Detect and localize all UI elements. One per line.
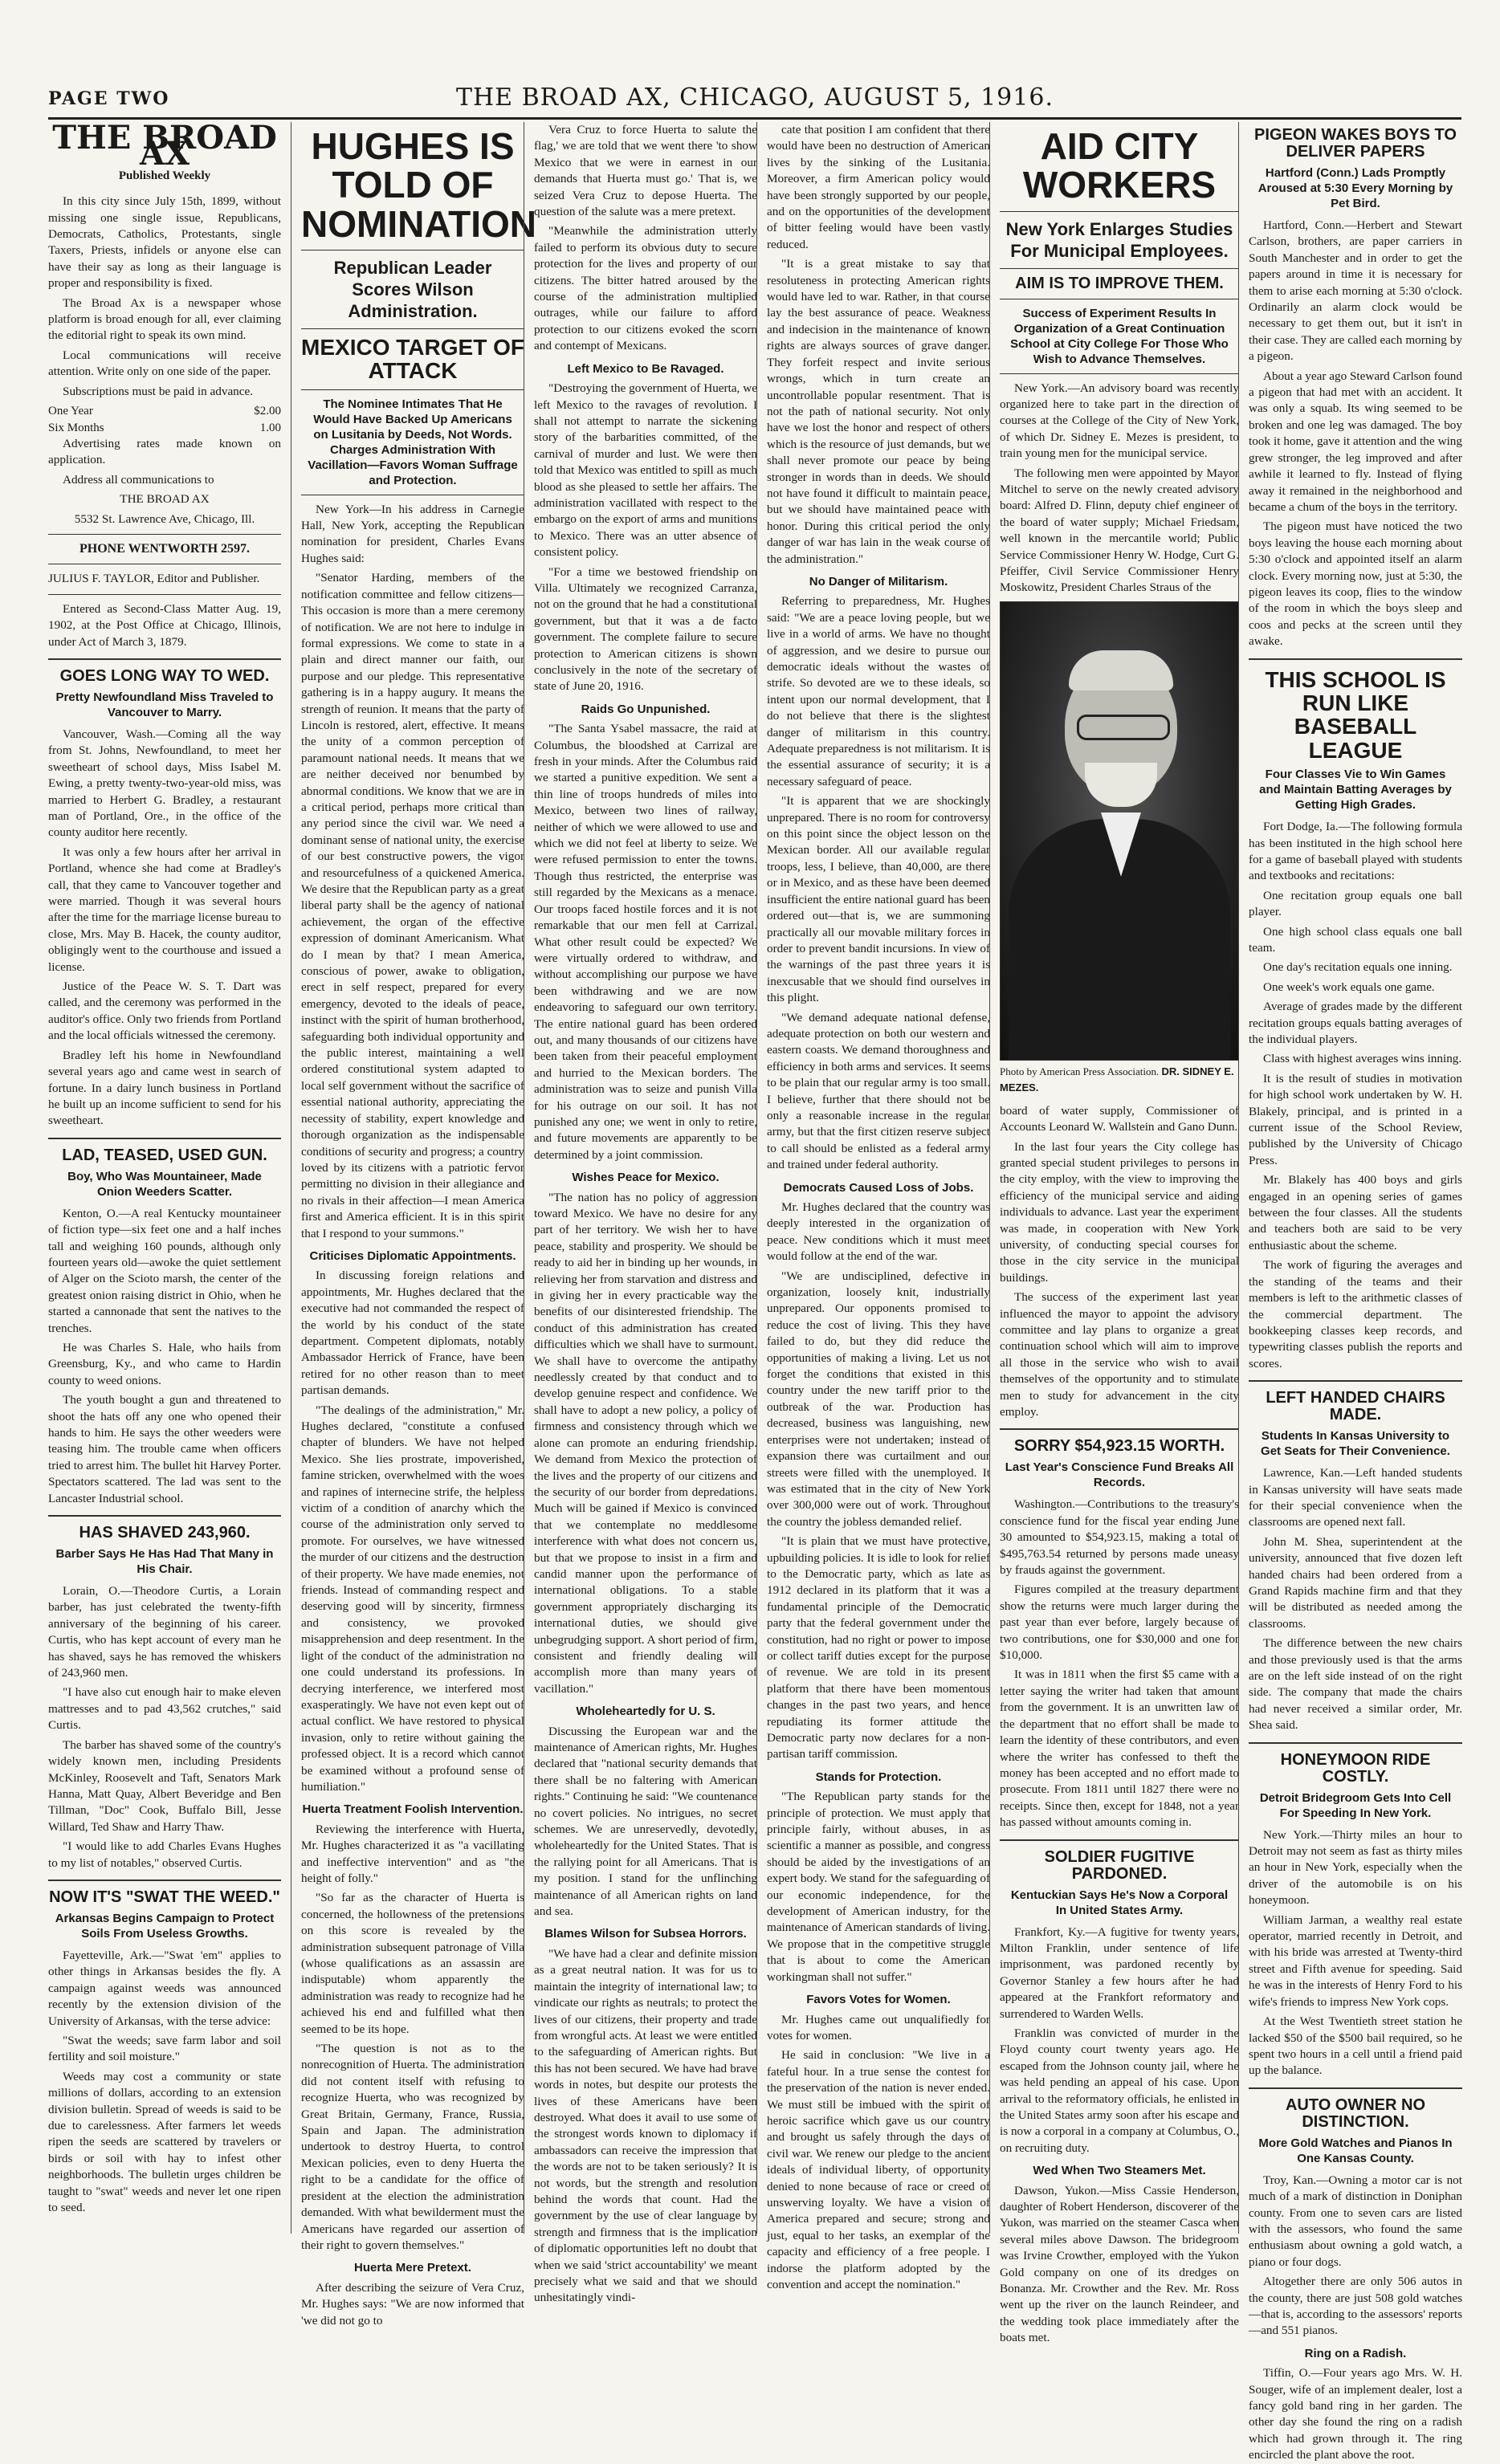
paragraph: Tiffin, O.—Four years ago Mrs. W. H. Souger, wife of an implement dealer, lost a fancy gold band ring in her garden. The other day she found the ring on a radish which had grown through it. The ring encircled the plant above the root. <box>1249 2366 1462 2462</box>
paragraph: Discussing the European war and the maintenance of American rights, Mr. Hughes declared that "national security demands that there shall be no faltering with American rights." Continuing he said: "We countenance no covert policies. No intrigues, no secret schemes. We are unreservedly, devotedly, wholeheartedly for the United States. That is the rallying point for all Americans. That is my position. I stand for the unflinching maintenance of all American rights on land and sea. <box>534 1724 757 1919</box>
section-subhead: Stands for Protection. <box>815 1770 942 1784</box>
paragraph: "It is a great mistake to say that resoluteness in protecting American rights would have led to war. Rather, in that course lay the best assurance of peace. Weakness and indecision in the maintenance of known rights are always sources of grave danger. They forfeit respect and invite serious wrongs, which in turn create an uncontrollable popular resentment. That is not the path of national security. Not only have we lost the honor and respect of others which is the resource of just demands, but we shall never promote our peace by being stronger in words than in deeds. We should not have found it difficult to maintain peace, but we should have maintained peace with honor. During this critical period the only danger of war has lain in the weak course of the administration." <box>767 257 990 566</box>
paragraph: New York—In his address in Carnegie Hall, New York, accepting the Republican nomination for president, Charles Evans Hughes said: <box>301 502 524 565</box>
deck: More Gold Watches and Pianos In One Kansas County. <box>1258 2136 1453 2165</box>
deck: Boy, Who Was Mountaineer, Made Onion Weeders Scatter. <box>67 1169 262 1199</box>
deck: Arkansas Begins Campaign to Protect Soils From Useless Growths. <box>55 1911 275 1941</box>
headline: SORRY $54,923.15 WORTH. <box>1013 1437 1225 1456</box>
paragraph: Mr. Blakely has 400 boys and girls engaged in an opening series of games between the four classes. All the students and teachers both are said to be very enthusiastic about the scheme. <box>1249 1173 1462 1252</box>
column-5 <box>989 122 1239 2345</box>
rate-label: Six Months <box>48 421 104 434</box>
portrait-photo <box>1000 601 1239 1061</box>
paragraph: "The question is not as to the nonrecognition of Huerta. The administration did not content itself with refusing to recognize Huerta, who was recognized by Great Britain, Germany, France, Russia, Spain and Japan. The administration undertook to destroy Huerta, to control Mexican policies, even to deny Huerta the right to be a candidate for the office of president at the election the administration demanded. With what bewilderment must the Americans have regarded our assertion of their right to govern themselves." <box>301 2042 524 2252</box>
deck: Last Year's Conscience Fund Breaks All Records. <box>1005 1460 1234 1490</box>
section-subhead: Blames Wilson for Subsea Horrors. <box>544 1927 747 1941</box>
section-subhead: Raids Go Unpunished. <box>581 702 711 716</box>
paragraph: The difference between the new chairs and those previously used is that the arms are on the left side instead of on the right side. The company that made the chairs had never received a similar order, Mr. Shea said. <box>1249 1636 1462 1733</box>
column-1 <box>48 119 281 2234</box>
deck: Barber Says He Has Had That Many in His Chair. <box>55 1547 274 1577</box>
paragraph: Advertising rates made known on application. <box>48 436 281 467</box>
rate-row <box>48 403 281 419</box>
section-subhead: Democrats Caused Loss of Jobs. <box>783 1180 974 1195</box>
headline: PIGEON WAKES BOYS TO DELIVER PAPERS <box>1254 126 1457 161</box>
page-number: PAGE TWO <box>48 88 170 109</box>
paragraph: Mr. Hughes came out unqualifiedly for votes for women. <box>767 2012 990 2042</box>
paragraph: Kenton, O.—A real Kentucky mountaineer of fiction type—six feet one and a half inches tall and weighing 160 pounds, although only fourteen years old—awoke the quiet settlement of Alger on the Scioto marsh, the center of the greatest onion raising district in Ohio, when he started a cannonade that sent the natives to the trenches. <box>48 1206 281 1335</box>
paragraph: "It is plain that we must have protective, upbuilding policies. It is idle to look for relief to the Democratic party, which as late as 1912 declared in its platform that it was a fundamental principle of the Democratic party that the federal government under the constitution, had no right or power to impose or collect tariff duties except for the purpose of revenue. We are told in its present platform that there have been momentous changes in the past two years, and hence repudiating its former attitude the Democratic party now declares for a non-partisan tariff commission. <box>767 1534 990 1761</box>
deck: Hartford (Conn.) Lads Promptly Aroused at 5:30 Every Morning by Pet Bird. <box>1257 166 1453 210</box>
paragraph: Local communications will receive attention. Write only on one side of the paper. <box>48 348 281 379</box>
rate-label: One Year <box>48 405 93 418</box>
phone-number: PHONE WENTWORTH 2597. <box>79 541 251 556</box>
photo-hair <box>1069 650 1173 690</box>
paragraph: "Senator Harding, members of the notification committee and fellow citizens—This occasion is more than a mere ceremony of notification. We are not here to indulge in formal expressions. We come to state in a plain and direct manner our faith, our purpose and our pledge. This representative gathering is in a happy augury. It means the strength of reunion. It means that the party of Lincoln is restored, alert, effective. It means the unity of a common perception of paramount national needs. It means that we are neither deceived nor benumbed by abnormal conditions. We know that we are in a critical period, perhaps more critical than any period since the civil war. We need a dominant sense of national unity, the exercise of our best constructive powers, the vigor and resourcefulness of a quickened America. We desire that the Republican party as a great liberal party shall be the agency of national achievement, the organ of the effective expression of dominant Americanism. What do I mean by that? I mean America, conscious of power, awake to obligation, erect in self respect, prepared for every emergency, devoted to the ideals of peace, instinct with the spirit of human brotherhood, safeguarding both individual opportunity and the public interest, maintaining a well ordered constitutional system adapted to local self government without the sacrifice of essential national authority, appreciating the necessity of stability, expert knowledge and thorough organization as the indispensable conditions of security and progress; a country loved by its citizens with a patriotic fervor permitting no division in their allegiance and no rivals in their affection—I mean America first and America efficient. It is in this spirit that I respond to your summons." <box>301 571 524 1240</box>
column-3 <box>524 122 757 2305</box>
divider <box>1000 373 1239 374</box>
paragraph: William Jarman, a wealthy real estate operator, married recently in Detroit, and with his bride was arrested at Twenty-third street and Fifth avenue for speeding. Said he was in the interests of Henry Ford to his wife's friends to impress New York cops. <box>1249 1912 1462 2009</box>
paragraph: New York.—An advisory board was recently organized here to take part in the direction of courses at the College of the City of New York, of which Dr. Sidney E. Mezes is president, to train young men for the municipal service. <box>1000 381 1239 461</box>
paragraph: Lawrence, Kan.—Left handed students in Kansas university will have seats made for their special convenience when the classrooms are opened next fall. <box>1249 1466 1462 1529</box>
paragraph: Vera Cruz to force Huerta to salute the flag,' we are told that we went there 'to show Mexico that we were in earnest in our demands that Huerta must go.' That is, we seized Vera Cruz to depose Huerta. The question of the salute was a mere pretext. <box>534 123 757 219</box>
paragraph: The barber has shaved some of the country's widely known men, including Presidents McKinley, Roosevelt and Taft, Senators Mark Hanna, Matt Quay, Albert Beveridge and Ben Tillman, "Doc" Cook, Buffalo Bill, Jesse Willard, Ted Shaw and Harry Thaw. <box>48 1737 281 1834</box>
paragraph: Weeds may cost a community or state millions of dollars, according to an extension division bulletin. Spread of weeds is said to be due to carelessness. After farmers let weeds ripen the seeds are scattered by travelers or birds or soil with hay to infest other neighborhoods. The bulletin urges children be taught to "swat" weeds and never let one ripen to seed. <box>48 2069 281 2215</box>
paragraph: "I have also cut enough hair to make eleven mattresses and to pad 43,562 crutches," said Curtis. <box>48 1685 281 1733</box>
headline: SOLDIER FUGITIVE PARDONED. <box>1044 1847 1195 1883</box>
divider <box>48 1515 281 1517</box>
paragraph: Vancouver, Wash.—Coming all the way from St. Johns, Newfoundland, to meet her sweetheart of school days, Miss Isabel M. Ewing, a pretty twenty-two-year-old miss, was married to Herbert G. Bradley, a restaurant man of Portland, Ore., in the office of the county auditor here recently. <box>48 727 281 840</box>
divider <box>48 594 281 595</box>
headline: HONEYMOON RIDE COSTLY. <box>1280 1750 1431 1786</box>
section-subhead: Wed When Two Steamers Met. <box>1033 2164 1206 2178</box>
paragraph: board of water supply, Commissioner of Accounts Leonard W. Wallstein and Gano Dunn. <box>1000 1103 1239 1134</box>
paragraph: Reviewing the interference with Huerta, Mr. Hughes characterized it as "a vacillating and ineffective intervention" and as "the height of folly." <box>301 1822 524 1885</box>
paragraph: The pigeon must have noticed the two boys leaving the house each morning about 5:30 o'clock and appointed itself an alarm clock. Every morning now, just at 5:30, the pigeon leaves its coop, flies to the window of the room in which the boys sleep and coos and pecks at the screen until they awake. <box>1249 519 1462 649</box>
subheadline: MEXICO TARGET OF ATTACK <box>301 334 524 384</box>
paragraph: He was Charles S. Hale, who hails from Greensburg, Ky., and who came to Hardin county to weed onions. <box>48 1340 281 1387</box>
column-4 <box>756 122 990 2291</box>
paragraph: One day's recitation equals one inning. <box>1263 960 1453 975</box>
paragraph: "So far as the character of Huerta is concerned, the hollowness of the pretensions on this score is revealed by the administration subsequent patronage of Villa (whose qualifications as an assassin are indisputable) whom apparently the administration was ready to recognize had he achieved his end and fulfilled what then seemed to be its hope. <box>301 1891 524 2036</box>
paragraph: In this city since July 15th, 1899, without missing one single issue, Republicans, Democrats, Catholics, Protestants, single Taxers, Priests, infidels or anyone else can have their say as long as their language is proper and responsibility is fixed. <box>48 194 281 291</box>
paragraph: He said in conclusion: "We live in a fateful hour. In a true sense the contest for the preservation of the nation is never ended. We must still be imbued with the spirit of heroic sacrifice which gave us our country and brought us safely through the days of civil war. We renew our pledge to the ancient ideals of individual liberty, of opportunity denied to none because of race or creed of unswerving loyalty. We have a vision of America prepared and secure; strong and just, equal to her tasks, an exemplar of the capacity and efficiency of a free people. I indorse the platform adopted by the convention and accept the nomination." <box>767 2048 990 2291</box>
headline: LAD, TEASED, USED GUN. <box>62 1146 267 1164</box>
editor-line: JULIUS F. TAYLOR, Editor and Publisher. <box>48 572 260 586</box>
headline: HAS SHAVED 243,960. <box>79 1524 251 1542</box>
paragraph: Justice of the Peace W. S. T. Dart was called, and the ceremony was performed in the auditor's office. Only two friends from Portland and the local officials witnessed the ceremony. <box>48 979 281 1043</box>
section-subhead: Huerta Treatment Foolish Intervention. <box>302 1802 524 1817</box>
address-street: 5532 St. Lawrence Ave, Chicago, Ill. <box>74 511 255 526</box>
section-subhead: Wholeheartedly for U. S. <box>576 1704 715 1719</box>
paragraph: "It is apparent that we are shockingly unprepared. There is no room for controversy on this point since the object lesson on the Mexican border. All our available regular troops, less, I believe, than 40,000, are there or in Mexico, and as these have been deemed insufficient the entire national guard has been ordered out—that is, we are summoning practically all our movable military forces in order to prevent bandit incursions. In view of the warnings of the past three years it is inexcusable that we should find ourselves in this plight. <box>767 794 990 1005</box>
divider <box>48 534 281 535</box>
paragraph: The following men were appointed by Mayor Mitchel to serve on the newly created advisory board: Alfred D. Flinn, deputy chief engineer of the board of water supply; Michael Friedsam, well known in the mercantile world; Public Service Commissioner Henry W. Hodge, Curt G. Pfeiffer, Civil Service Commissioner Henry Moskowitz, President Charles Straus of the <box>1000 466 1239 595</box>
divider <box>48 1880 281 1881</box>
deck: Republican Leader Scores Wilson Administration. <box>333 257 492 321</box>
paragraph: It is the result of studies in motivation for high school work undertaken by W. H. Blakely, principal, and is printed in a current issue of the School Review, published by the University of Chicago Press. <box>1249 1071 1462 1167</box>
headline: AID CITY WORKERS <box>1022 125 1217 206</box>
divider <box>301 389 524 390</box>
divider <box>1000 1428 1239 1430</box>
paragraph: The work of figuring the averages and the standing of the teams and their members is left to the arithmetic classes of the commercial department. The bookkeeping classes keep records, and typewriting classes publish the reports and scores. <box>1249 1258 1462 1370</box>
column-6 <box>1238 122 1462 2462</box>
paragraph: "The nation has no policy of aggression toward Mexico. We have no desire for any part of her territory. We wish her to have peace, stability and prosperity. We should be ready to aid her in binding up her wounds, in relieving her from starvation and distress and in giving her in every practicable way the benefits of our disinterested friendship. The conduct of this administration has created difficulties which we shall have to surmount. We shall have to overcome the antipathy needlessly created by that conduct and to develop genuine respect and confidence. We shall have to adopt a new policy, a policy of firmness and consistency through which we alone can promote an enduring friendship. We demand from Mexico the protection of the lives and the property of our citizens and the security of our border from depredations. Much will be gained if Mexico is convinced that we contemplate no meddlesome interference with what does not concern us, but that we propose to insist in a firm and candid manner upon the performance of international obligations. To a stable government appropriately discharging its international duties, we should give unbegrudging support. A short period of firm, consistent and friendly dealing will accomplish more than many years of vacillation." <box>534 1190 757 1696</box>
section-subhead: No Danger of Militarism. <box>809 574 948 589</box>
subheadline: AIM IS TO IMPROVE THEM. <box>1015 274 1224 292</box>
paragraph: "The Santa Ysabel massacre, the raid at Columbus, the bloodshed at Carrizal are fresh in your minds. After the Columbus raid we started a punitive expedition. We sent a thin line of troops hundreds of miles into Mexico, between two lines of railway, neither of which we were allowed to use and which we did not feel at liberty to seize. We were refused permission to enter the towns. Though thus restricted, the enterprise was still regarded by the Mexicans as a menace. Our troops faced hostile forces and it is not remarkable that our men fell at Carrizal. What other result could be expected? We were virtually ordered to withdraw, and without accomplishing our purpose we have been withdrawing and we are now endeavoring to safeguard our own territory. The entire national guard has been ordered out, and many thousands of our citizens have been taken from their peaceful employment and hurried to the Mexican borders. The administration was to seize and punish Villa for his outrage on our soil. It has not punished any one; we went in only to retire, and future movements are apparently to be determined by a joint commission. <box>534 722 757 1162</box>
section-subhead: Criticises Diplomatic Appointments. <box>309 1248 516 1263</box>
paragraph: After describing the seizure of Vera Cruz, Mr. Hughes says: "We are now informed that 'we did not go to <box>301 2280 524 2328</box>
paragraph: It was in 1811 when the first $5 came with a letter saying the writer had taken that amount from the government. It is an unwritten law of the department that no effort shall be made to learn the identity of these contributors, and even where the writer has confessed to theft the money has been accepted and no effort made to prosecute. From 1811 until 1827 there were no receipts. Since then, except for 1848, not a year has passed without amounts coming in. <box>1000 1668 1239 1830</box>
paragraph: "We have had a clear and definite mission as a great neutral nation. It was for us to maintain the integrity of international law; to vindicate our rights as neutrals; to protect the lives of our citizens, their property and trade from wrongful acts. At least we were entitled to the safeguarding of American rights. But this has not been secured. We have had brave words in notes, but despite our protests the lives of these Americans have been destroyed. What does it avail to use some of the strongest words known to diplomacy if ambassadors can receive the impression that the words are not to be taken seriously? It is not words, but the strength and resolution behind the words that count. Had the government by the use of clear language by strength and firmness that is the implication of diplomatic opportunities left no doubt that when we said 'strict accountability' we meant precisely what we said and that we should unhesitatingly vindi- <box>534 1946 757 2305</box>
page-header <box>48 77 1461 120</box>
divider <box>1249 2087 1462 2089</box>
deck: Pretty Newfoundland Miss Traveled to Vancouver to Marry. <box>55 690 274 719</box>
paragraph: Referring to preparedness, Mr. Hughes said: "We are a peace loving people, but we live in a world of arms. We have no thought of aggression, and we desire to pursue our democratic ideals without the wastes of strife. So devoted are we to these ideals, so intent upon our normal development, that I do not believe that there is the slightest danger of militarism in this country. Adequate preparedness is not militarism. It is the essential assurance of security; it is a necessary safeguard of peace. <box>767 594 990 788</box>
paragraph: cate that position I am confident that there would have been no destruction of American lives by the sinking of the Lusitania. Moreover, a firm American policy would have been strongly supported by our people, and on the opportunities of the development of bitter feeling would have been vastly reduced. <box>767 123 990 251</box>
paragraph: Class with highest averages wins inning. <box>1263 1052 1462 1066</box>
paragraph: "We are undisciplined, defective in organization, loosely knit, industrially unprepared. Our opponents promised to reduce the cost of living. This they have failed to do, but they did reduce the opportunities of making a living. Let us not forget the conditions that existed in this country under the new tariff prior to the outbreak of the war. Production has decreased, business was languishing, new enterprises were not undertaken; instead of expansion there was curtailment and our streets were filled with the unemployed. It was estimated that in the city of New York over 300,000 were out of work. Throughout the country the jobless demanded relief. <box>767 1269 990 1529</box>
divider <box>48 658 281 660</box>
address-name: THE BROAD AX <box>120 492 210 507</box>
paragraph: Subscriptions must be paid in advance. <box>63 384 254 398</box>
paragraph: Fayetteville, Ark.—"Swat 'em" applies to other things in Arkansas besides the fly. A campaign against weeds was announced recently by the extension division of the University of Arkansas, with the terse advice: <box>48 1948 281 2028</box>
rate-value: $2.00 <box>254 405 281 418</box>
published-weekly: Published Weekly <box>118 169 211 182</box>
paragraph: "We demand adequate national defense, adequate protection on both our western and eastern coasts. We demand thoroughness and efficiency in both arms and services. It seems to be plain that our regular army is too small. I believe, further that there should not be only a reasonable increase in the regular army, but that the first citizen reserve subject to call should be enlisted as a federal army and trained under federal authority. <box>767 1010 990 1172</box>
paragraph: New York.—Thirty miles an hour to Detroit may not seem as fast as thirty miles an hour in New York, especially when the driver of the automobile is on his honeymoon. <box>1249 1827 1462 1908</box>
headline: NOW IT'S "SWAT THE WEED." <box>49 1888 280 1906</box>
headline: GOES LONG WAY TO WED. <box>59 666 270 685</box>
deck: Detroit Bridegroom Gets Into Cell For Speeding In New York. <box>1259 1790 1452 1820</box>
rate-row <box>48 420 281 436</box>
entered-notice: Entered as Second-Class Matter Aug. 19, 1902, at the Post Office at Chicago, Illinois, under Act of March 3, 1879. <box>48 601 281 649</box>
paragraph: Washington.—Contributions to the treasury's conscience fund for the fiscal year ending June 30 amounted to $54,923.15, making a total of $495,763.54 returned by persons made uneasy by frauds against the government. <box>1000 1497 1239 1578</box>
divider <box>1249 1380 1462 1382</box>
section-subhead: Huerta Mere Pretext. <box>354 2261 471 2275</box>
paragraph: Troy, Kan.—Owning a motor car is not much of a mark of distinction in Doniphan county. From one to seven cars are listed with the assessors, who found the same enthusiasm about owning a gold watch, a piano or four dogs. <box>1249 2173 1462 2269</box>
paragraph: About a year ago Steward Carlson found a pigeon that had met with an accident. It was only a squab. Its wing seemed to be broken and one leg was damaged. The boy took it home, gave it attention and the wing grew stronger, the leg improved and after awhile it learned to fly. Instead of flying away it remained in the neighborhood and became a chum of the boys in the territory. <box>1249 369 1462 514</box>
photo-beard <box>1085 763 1157 807</box>
masthead-dateline: THE BROAD AX, CHICAGO, AUGUST 5, 1916. <box>456 83 1054 112</box>
paragraph: "For a time we bestowed friendship on Villa. Ultimately we recognized Carranza, not on the ground that he had a constitutional government, but that it was a de facto government. The complete failure to secure protection to American citizens is shown conclusively in the note of the secretary of state of June 20, 1916. <box>534 564 757 694</box>
paragraph: Altogether there are only 506 autos in the county, there are just 508 gold watches—that is, according to the assessors' reports—and 551 pianos. <box>1249 2275 1462 2338</box>
deck: Kentuckian Says He's Now a Corporal In United States Army. <box>1010 1888 1229 1917</box>
paragraph: Dawson, Yukon.—Miss Cassie Henderson, daughter of Robert Henderson, discoverer of the Yukon, was married on the steamer Casca when several miles above Dawson. The bridegroom was Irvine Crowther, employed with the Yukon Gold company on one of its dredges on Bonanza. Mr. Crowther and the Rev. Mr. Ross went up the river on the launch Reindeer, and the wedding took place immediately after the boats met. <box>1000 2183 1239 2345</box>
headline: THIS SCHOOL IS RUN LIKE BASEBALL LEAGUE <box>1265 666 1446 763</box>
paragraph: Fort Dodge, Ia.—The following formula has been instituted in the high school here for a game of baseball played with students and textbooks and recitations: <box>1249 820 1462 883</box>
section-subhead: Favors Votes for Women. <box>806 1993 951 2007</box>
paragraph: The youth bought a gun and threatened to shoot the hats off any one who opened their hands to him. He says the other weeders were teasing him. The trouble came when officers tried to arrest him. The bullet hit Harvey Porter. Spectators scattered. The lad was sent to the Lancaster Industrial school. <box>48 1393 281 1505</box>
photo-glasses <box>1077 715 1170 740</box>
divider <box>1249 658 1462 660</box>
paragraph: "Meanwhile the administration utterly failed to perform its obvious duty to secure protection for the lives and property of our citizens. The bitter hatred aroused by the course of the administration multiplied outrages, while our failure to afford protection to our citizens evoked the scorn and contempt of Mexicans. <box>534 224 757 353</box>
divider <box>1000 1839 1239 1841</box>
paragraph: At the West Twentieth street station he lacked $50 of the $500 bail required, so he spent two hours in a cell until a friend paid up the balance. <box>1249 2014 1462 2078</box>
paragraph: The success of the experiment last year influenced the mayor to appoint the advisory committee and lay plans to organize a great continuation school which will aim to improve all those in the service who wish to avail themselves of the opportunity and to stimulate men to study for advancement in the city employ. <box>1000 1290 1239 1419</box>
rate-value: 1.00 <box>259 421 281 434</box>
deck: Students In Kansas University to Get Seats for Their Convenience. <box>1261 1429 1450 1459</box>
photo-caption <box>1000 1064 1239 1097</box>
paragraph: Address all communications to <box>63 472 214 487</box>
paragraph: Bradley left his home in Newfoundland several years ago and came west in search of fortune. In a dairy lunch business in Portland he built up an income sufficient to send for his sweetheart. <box>48 1048 281 1128</box>
divider <box>1000 268 1239 269</box>
photo-subject: DR. SIDNEY E. MEZES. <box>1000 1065 1234 1094</box>
paragraph: Figures compiled at the treasury department show the returns were much larger during the past year than ever before, largely because of two contributions, one for $30,000 and one for $10,000. <box>1000 1582 1239 1663</box>
paragraph: Hartford, Conn.—Herbert and Stewart Carlson, brothers, are paper carriers in South Manchester and in order to get the papers around in time it is necessary for them to arise each morning at 5:30 o'clock. Ordinarily an alarm clock would be necessary to get them out, but it isn't in their case. They are called each morning by a pigeon. <box>1249 218 1462 364</box>
divider <box>1000 211 1239 212</box>
paragraph: It was only a few hours after her arrival in Portland, whence she had come at Bradley's call, that they came to Vancouver together and were married. Though it was several hours after the time for the marriage license bureau to close, Mrs. May B. Hacek, the county auditor, obligingly went to the courthouse and issued a license. <box>48 845 281 974</box>
paragraph: "I would like to add Charles Evans Hughes to my list of notables," observed Curtis. <box>48 1839 281 1870</box>
paragraph: "The dealings of the administration," Mr. Hughes declared, "constitute a confused chapter of blunders. We have not helped Mexico. She lies prostrate, impoverished, famine stricken, overwhelmed with the woes and rapines of internecine strife, the helpless victim of a condition of anarchy which the course of the administration only served to promote. For ourselves, we have witnessed the murder of our citizens and the destruction of their property. We have made enemies, not friends. Instead of commanding respect and deserving good will by sincerity, firmness and consistency, we provoked misapprehension and deep resentment. In the light of the conduct of the administration no one could understand its professions. In decrying interference, we interfered most exasperatingly. We have not even kept out of actual conflict. We have restored to physical invasion, only to retire without gaining the professed object. It is a record which cannot be examined without a profound sense of humiliation." <box>301 1403 524 1794</box>
paragraph: In the last four years the City college has granted special student privileges to persons in the city employ, with the view to improving the efficiency of the municipal service and aiding individuals to advance. Last year the experiment was made, in cooperation with New York university, of conducting special courses for those in the city service in the municipal buildings. <box>1000 1139 1239 1285</box>
paragraph: "Destroying the government of Huerta, we left Mexico to the ravages of revolution. I shall not attempt to narrate the sickening story of the barbarities committed, of the carnival of murder and lust. We were then told that Mexico was entitled to spill as much blood as she pleased to settle her affairs. The administration vacillated with respect to the embargo on the export of arms and munitions to Mexico. There was an utter absence of consistent policy. <box>534 381 757 560</box>
subscription-rates <box>48 403 281 436</box>
paragraph: Mr. Hughes declared that the country was deeply interested in the organization of peace. New conditions which it must meet would follow at the end of the war. <box>767 1200 990 1264</box>
photo-credit: Photo by American Press Association. <box>1000 1065 1160 1077</box>
paragraph: Frankfort, Ky.—A fugitive for twenty years, Milton Franklin, under sentence of life imprisonment, was pardoned recently by Governor Stanley a few hours after he had appeared at the Frankfort reformatory and surrendered to Warden Wells. <box>1000 1924 1239 2021</box>
headline: AUTO OWNER NO DISTINCTION. <box>1285 2095 1426 2131</box>
deck: New York Enlarges Studies For Municipal Employees. <box>1005 218 1233 261</box>
paragraph: Franklin was convicted of murder in the Floyd county court twenty years ago. He escaped from the Johnson county jail, where he was held pending an appeal of his case. Upon arrival to the reformatory officials, he enlisted in the United States army soon after his escape and is now a corporal in a company at Columbus, O., on recruiting duty. <box>1000 2026 1239 2155</box>
paragraph: John M. Shea, superintendent at the university, announced that five dozen left handed chairs had been ordered from a Grand Rapids machine firm and that they will be distributed as needed among the classrooms. <box>1249 1534 1462 1631</box>
headline: HUGHES IS TOLD OF NOMINATION <box>301 125 537 245</box>
paragraph: One recitation group equals one ball player. <box>1249 888 1462 919</box>
column-2 <box>291 122 537 2328</box>
paragraph: Average of grades made by the different recitation groups equals batting averages of the individual players. <box>1249 1000 1462 1046</box>
paragraph: "The Republican party stands for the principle of protection. We must apply that principle fairly, without abuses, in as scientific a manner as possible, and congress should be aided by the investigations of an expert body. We stand for the safeguarding of our economic independence, for the development of American industry, for the maintenance of American standards of living. We propose that in the competitive struggle that is about to come the American workingman shall not suffer." <box>767 1790 990 1984</box>
paragraph: One high school class equals one ball team. <box>1249 924 1462 955</box>
headline: LEFT HANDED CHAIRS MADE. <box>1266 1389 1445 1424</box>
divider <box>301 328 524 329</box>
divider <box>1249 1742 1462 1744</box>
deck: Four Classes Vie to Win Games and Maintain Batting Averages by Getting High Grades. <box>1259 768 1452 813</box>
paragraph: Lorain, O.—Theodore Curtis, a Lorain barber, has just celebrated the twenty-fifth anniversary of the beginning of his career. Curtis, who has kept account of every man he has shaved, says he has removed the whiskers of 243,960 men. <box>48 1584 281 1680</box>
paragraph: In discussing foreign relations and appointments, Mr. Hughes declared that the executive had not commanded the respect of the world by his conduct of the state department. Competent diplomats, notably Ambassador Herrick of France, have been retired for no other reason than to meet partisan demands. <box>301 1269 524 1398</box>
paragraph: "Swat the weeds; save farm labor and soil fertility and soil moisture." <box>48 2033 281 2064</box>
paragraph: One week's work equals one game. <box>1263 979 1435 994</box>
section-subhead: Ring on a Radish. <box>1304 2346 1407 2360</box>
paper-title: THE BROAD AX <box>52 119 277 173</box>
deck: Success of Experiment Results In Organization of a Great Continuation School at City College For Those Who Wish to Advance Themselves. <box>1010 306 1229 366</box>
paragraph: The Broad Ax is a newspaper whose platform is broad enough for all, ever claiming the editorial right to speak its own mind. <box>48 295 281 343</box>
deck: The Nominee Intimates That He Would Have Backed Up Americans on Lusitania by Deeds, Not Words. Charges Administration With Vacillation—Favors Woman Suffrage and Protection. <box>308 397 518 487</box>
section-subhead: Left Mexico to Be Ravaged. <box>567 361 724 376</box>
divider <box>48 1138 281 1139</box>
section-subhead: Wishes Peace for Mexico. <box>572 1171 719 1185</box>
